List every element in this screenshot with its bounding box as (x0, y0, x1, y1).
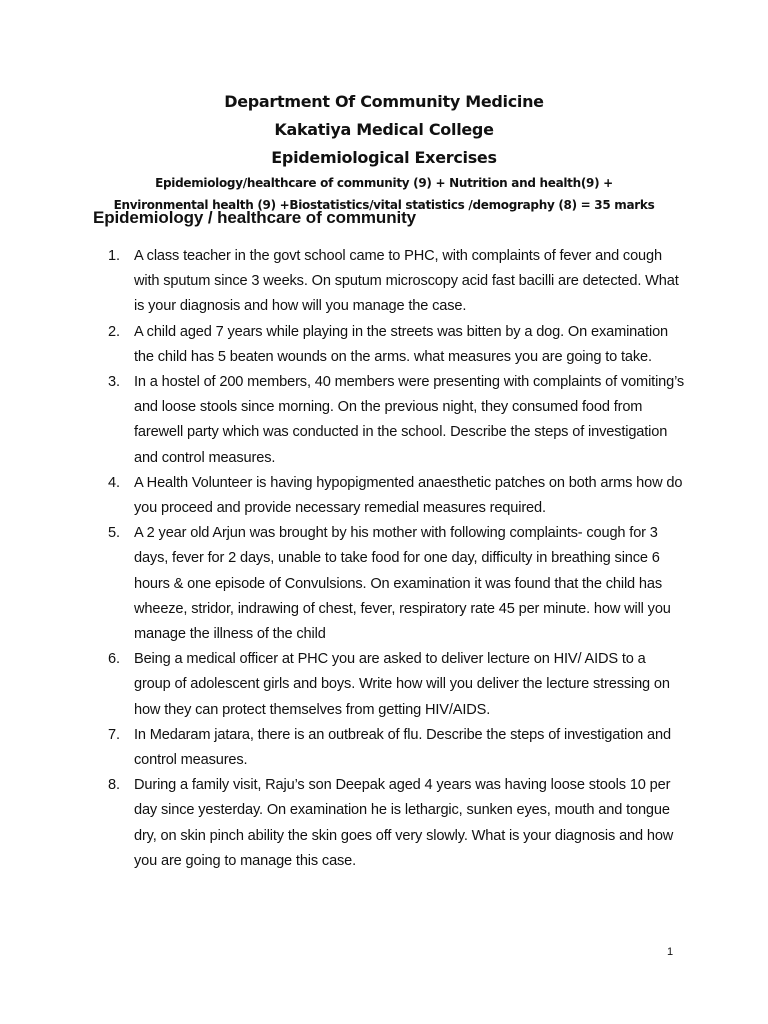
question-item-4 (108, 471, 686, 521)
department-name: Department Of Community Medicine (224, 92, 544, 111)
question-text: During a family visit, Raju’s son Deepak aged 4 years was having loose stools 10 per day since yesterday. On examination he is lethargic, sunken eyes, mouth and tongue dry, on skin pinch ability the skin goes off very slowly. What is your diagnosis and how you are going to manage this case. (134, 777, 674, 869)
marks-breakdown-line-1: Epidemiology/healthcare of community (9) + Nutrition and health(9) + (155, 176, 613, 190)
question-text: A 2 year old Arjun was brought by his mother with following complaints- cough for 3 days, fever for 2 days, unable to take food for one day, difficulty in breathing since 6 hours & one episode of Convulsions. On examination it was found that the child has wheeze, stridor, indrawing of chest, fever, respiratory rate 45 per minute. how will you manage the illness of the child (134, 525, 671, 643)
marks-breakdown-line-2: Environmental health (9) +Biostatistics/vital statistics /demography (8) = 35 marks (113, 198, 655, 212)
document-header (0, 88, 768, 216)
question-number: 6. (108, 651, 120, 668)
question-number: 1. (108, 248, 120, 264)
question-list (108, 244, 686, 874)
question-text: A child aged 7 years while playing in the streets was bitten by a dog. On examination the child has 5 beaten wounds on the arms. what measures you are going to take. (134, 323, 669, 365)
question-number: 7. (108, 726, 120, 743)
question-item-1 (108, 244, 686, 320)
question-text: Being a medical officer at PHC you are asked to deliver lecture on HIV/ AIDS to a group of adolescent girls and boys. Write how will you deliver the lecture stressing on how they can protect themselves from getting HIV/AIDS. (134, 651, 670, 718)
question-text: In a hostel of 200 members, 40 members were presenting with complaints of vomiting’s and loose stools since morning. On the previous night, they consumed food from farewell party which was conducted in the school. Describe the steps of investigation and control measures. (134, 374, 685, 466)
question-number: 5. (108, 525, 120, 542)
section-title: Epidemiology / healthcare of community (93, 208, 417, 227)
question-text: A Health Volunteer is having hypopigmented anaesthetic patches on both arms how do you proceed and provide necessary remedial measures required. (134, 474, 683, 517)
question-number: 3. (108, 374, 120, 391)
question-item-7 (108, 723, 686, 773)
question-number: 4. (108, 474, 120, 491)
college-name: Kakatiya Medical College (274, 120, 494, 139)
question-text: In Medaram jatara, there is an outbreak of flu. Describe the steps of investigation and control measures. (134, 726, 671, 769)
question-item-5 (108, 521, 686, 647)
question-item-8 (108, 773, 686, 874)
exercise-title: Epidemiological Exercises (271, 148, 497, 167)
question-number: 8. (108, 777, 120, 794)
question-item-2 (108, 320, 686, 370)
question-item-3 (108, 370, 686, 471)
question-item-6 (108, 647, 686, 723)
question-text: A class teacher in the govt school came to PHC, with complaints of fever and cough with sputum since 3 weeks. On sputum microscopy acid fast bacilli are detected. What is your diagnosis and how will you manage the case. (134, 248, 679, 315)
page-number: 1 (666, 946, 674, 958)
question-number: 2. (108, 323, 120, 340)
